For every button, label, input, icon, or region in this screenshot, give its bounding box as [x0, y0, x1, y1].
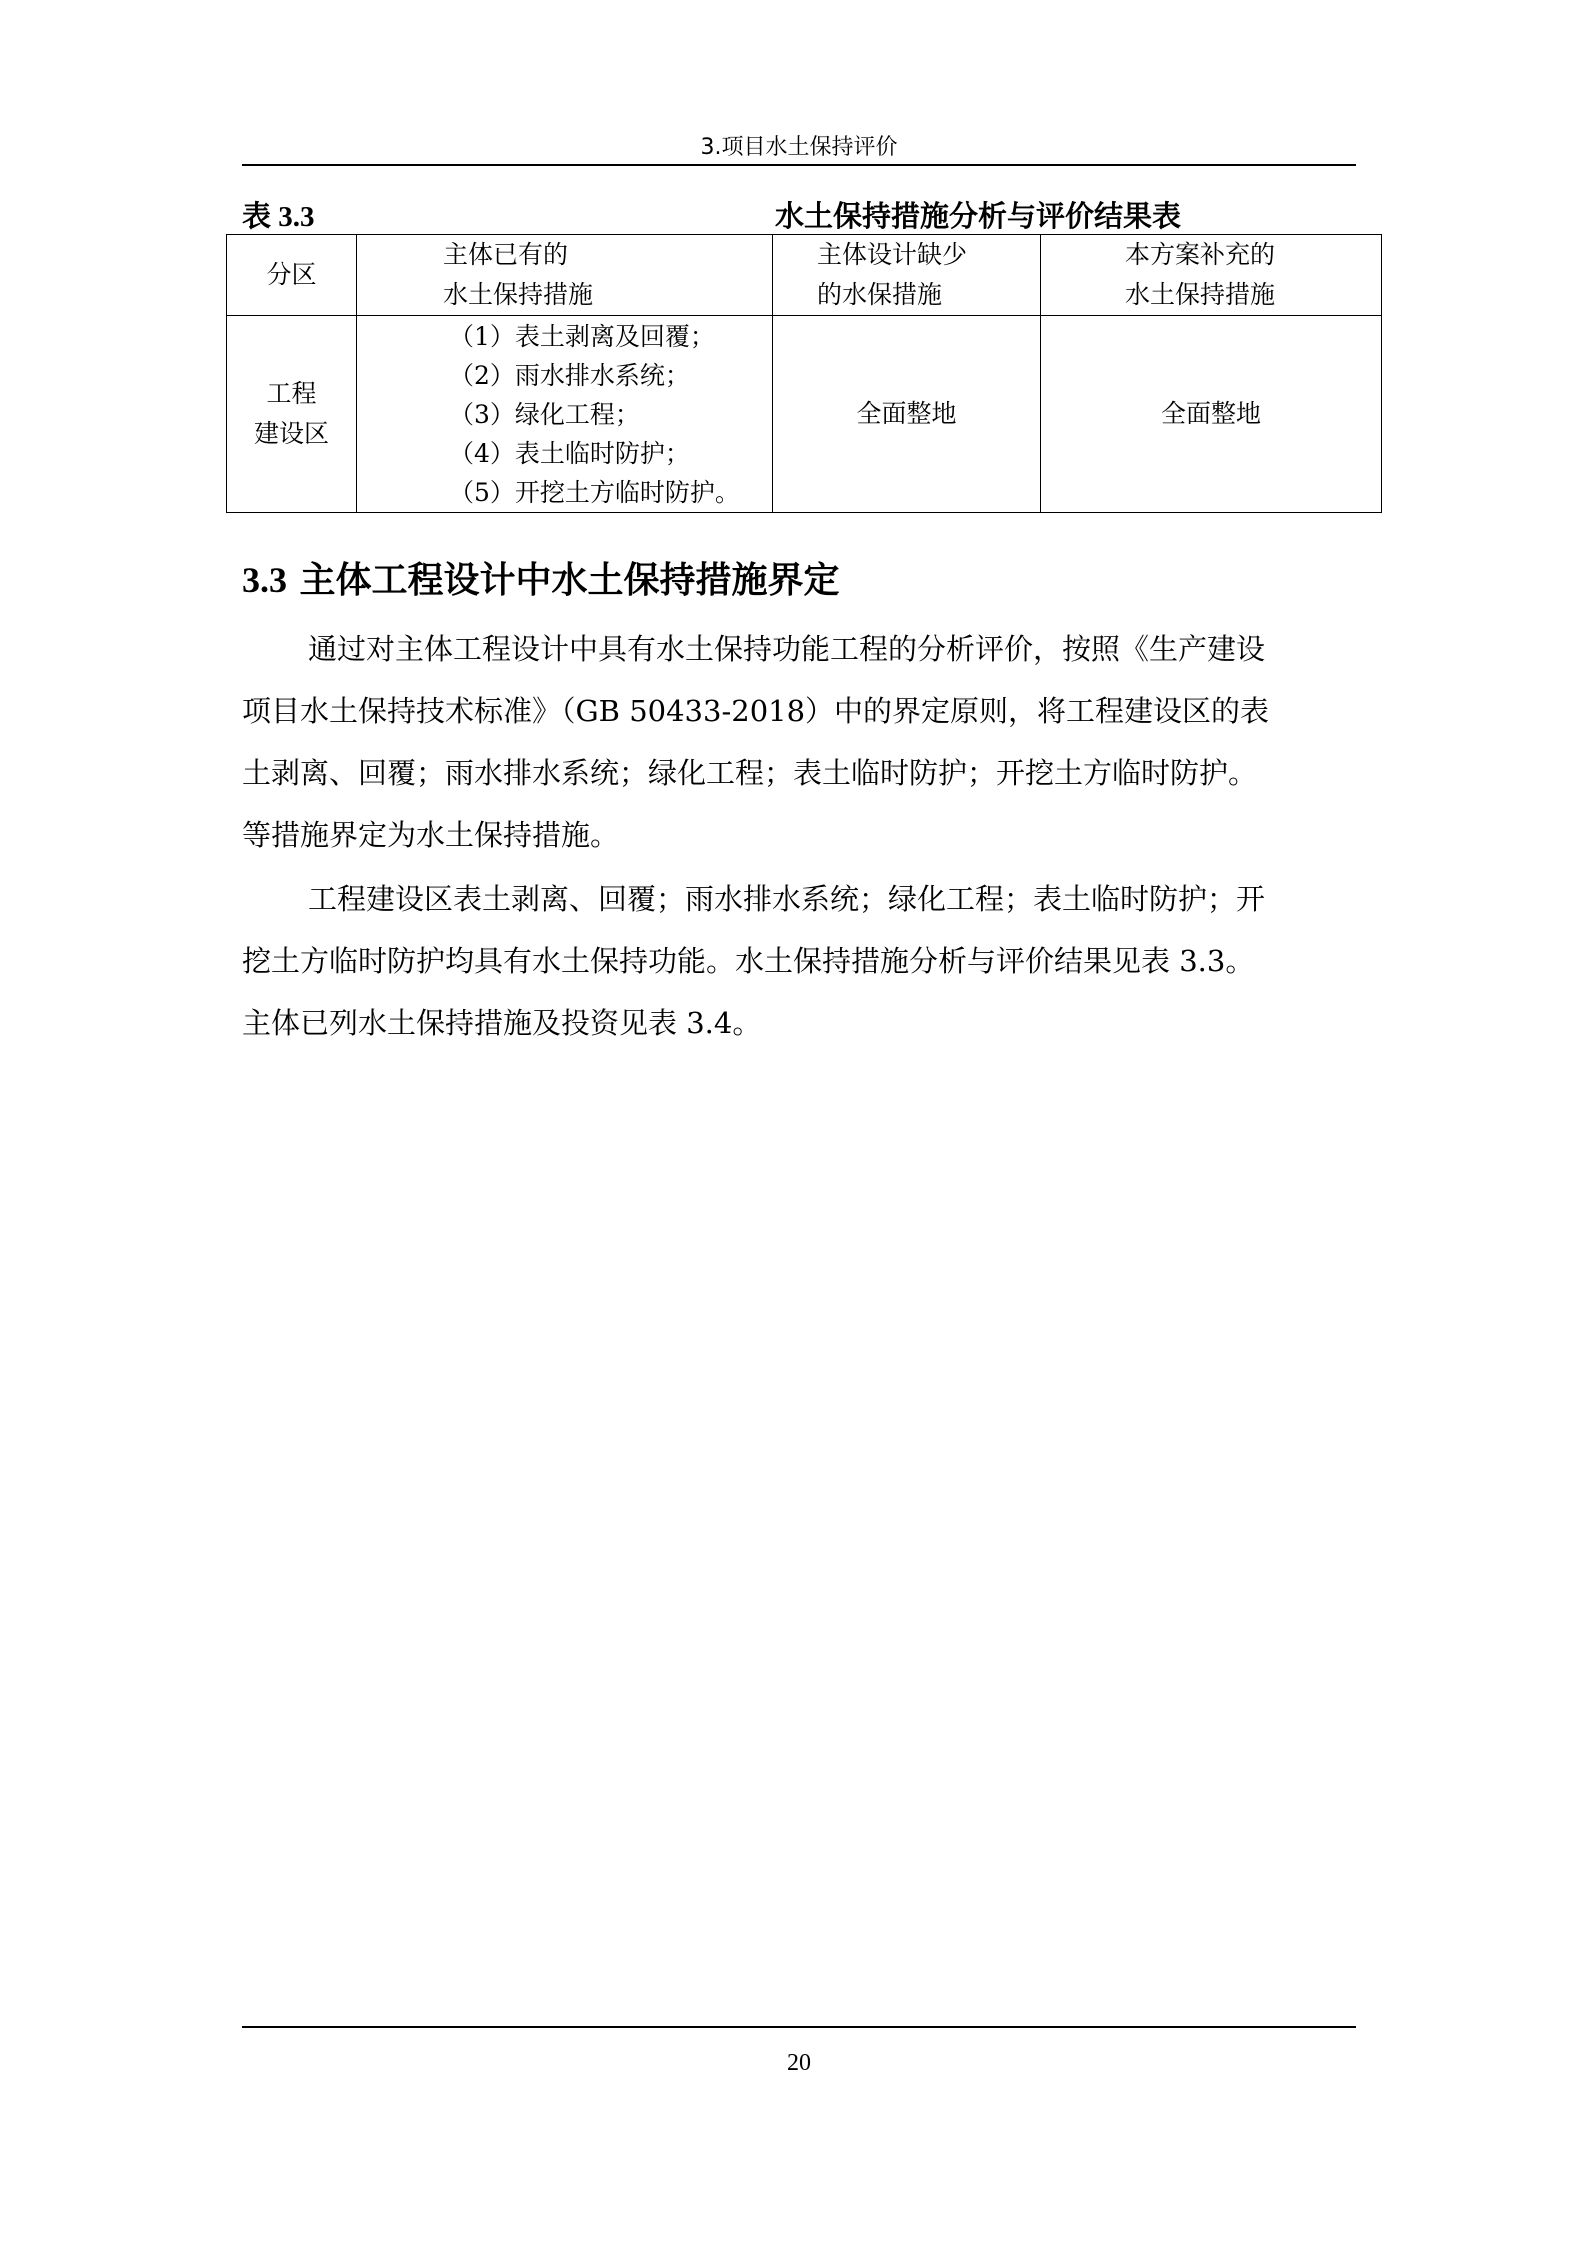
header-missing-line-1: 主体设计缺少 — [817, 240, 968, 269]
zone-line-2: 建设区 — [253, 419, 329, 448]
header-existing-line-1: 主体已有的 — [443, 240, 569, 269]
running-header: 3.项目水土保持评价 — [700, 135, 898, 160]
header-rule — [242, 164, 1356, 166]
existing-measure-item: （1）表土剥离及回覆； — [449, 321, 715, 351]
existing-measure-item: （3）绿化工程； — [449, 399, 640, 429]
table-caption — [242, 194, 1356, 234]
header-existing-measures — [357, 235, 773, 316]
paragraph-line: 土剥离、回覆；雨水排水系统；绿化工程；表土临时防护；开挖土方临时防护。 — [242, 756, 1258, 790]
section-title: 主体工程设计中水土保持措施界定 — [299, 559, 840, 601]
existing-measures-cell — [357, 316, 773, 513]
existing-measure-item: （4）表土临时防护； — [449, 438, 690, 468]
paragraph-line: 等措施界定为水土保持措施。 — [242, 818, 620, 852]
header-supplement-line-2: 水土保持措施 — [1125, 280, 1276, 309]
zone-cell — [227, 316, 357, 513]
footer-rule — [242, 2026, 1356, 2028]
header-zone-text: 分区 — [266, 260, 317, 289]
page-number: 20 — [787, 2050, 811, 2076]
supplement-measures-cell: 全面整地 — [1041, 316, 1382, 513]
paragraph-line: 主体已列水土保持措施及投资见表 3.4。 — [242, 1006, 762, 1040]
existing-measure-item: （5）开挖土方临时防护。 — [449, 477, 740, 507]
header-supplement-measures — [1041, 235, 1382, 316]
paragraph-line: 挖土方临时防护均具有水土保持功能。水土保持措施分析与评价结果见表 3.3。 — [242, 944, 1255, 978]
header-existing-line-2: 水土保持措施 — [443, 280, 594, 309]
measures-table — [226, 234, 1382, 513]
table-caption-title: 水土保持措施分析与评价结果表 — [775, 199, 1182, 233]
table-row — [227, 316, 1382, 513]
paragraph — [242, 868, 1356, 1054]
missing-measures-cell: 全面整地 — [773, 316, 1041, 513]
existing-measure-item: （2）雨水排水系统； — [449, 360, 690, 390]
paragraph-line: 项目水土保持技术标准》（GB 50433-2018）中的界定原则，将工程建设区的表 — [242, 694, 1270, 728]
header-missing-line-2: 的水保措施 — [817, 280, 943, 309]
header-missing-measures — [773, 235, 1041, 316]
section-number: 3.3 — [242, 560, 287, 600]
header-zone — [227, 235, 357, 316]
zone-line-1: 工程 — [266, 379, 317, 408]
paragraph-line: 通过对主体工程设计中具有水土保持功能工程的分析评价，按照《生产建设 — [308, 632, 1266, 666]
paragraph — [242, 618, 1356, 866]
table-caption-number: 表 3.3 — [242, 201, 315, 233]
header-supplement-line-1: 本方案补充的 — [1125, 240, 1276, 269]
paragraph-line: 工程建设区表土剥离、回覆；雨水排水系统；绿化工程；表土临时防护；开 — [308, 882, 1266, 916]
section-heading — [242, 552, 840, 603]
table-header-row — [227, 235, 1382, 316]
